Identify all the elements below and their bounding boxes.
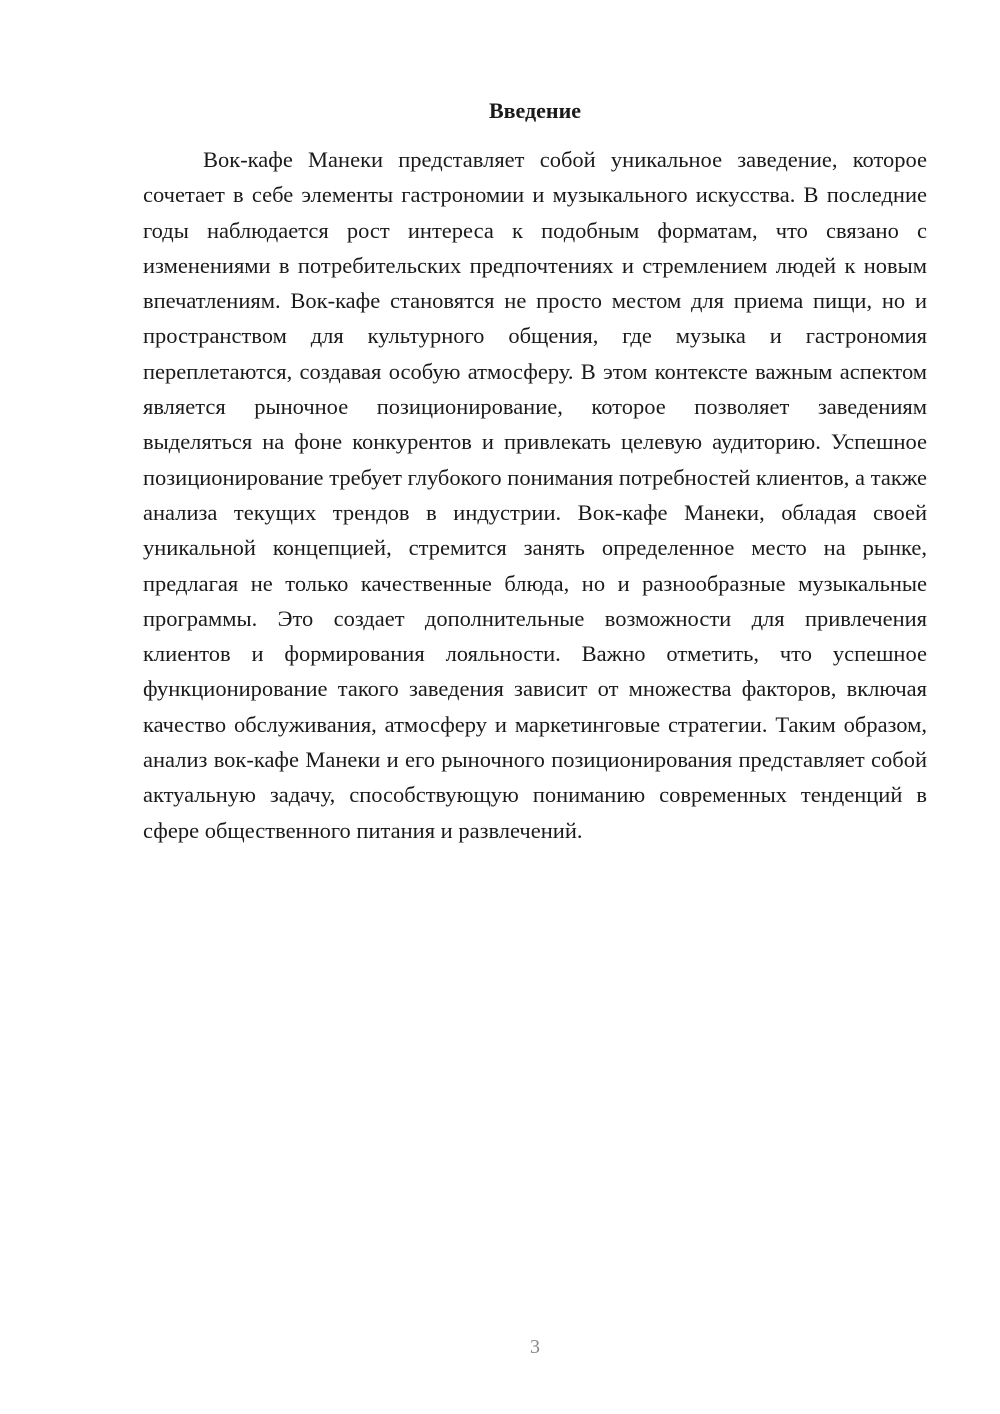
- page-number: 3: [530, 1336, 540, 1358]
- body-paragraph: Вок-кафе Манеки представляет собой уникальное заведение, которое сочетает в себе элементы гастрономии и музыкального искусства. В последние годы наблюдается рост интереса к подобным форматам, что связано с изменениями в потребительских предпочтениях и стремлением людей к новым впечатлениям. Вок-кафе становятся не просто местом для приема пищи, но и пространством для культурного общения, где музыка и гастрономия переплетаются, создавая особую атмосферу. В этом контексте важным аспектом является рыночное позиционирование, которое позволяет заведениям выделяться на фоне конкурентов и привлекать целевую аудиторию. Успешное позиционирование требует глубокого понимания потребностей клиентов, а также анализа текущих трендов в индустрии. Вок-кафе Манеки, обладая своей уникальной концепцией, стремится занять определенное место на рынке, предлагая не только качественные блюда, но и разнообразные музыкальные программы. Это создает дополнительные возможности для привлечения клиентов и формирования лояльности. Важно отметить, что успешное функционирование такого заведения зависит от множества факторов, включая качество обслуживания, атмосферу и маркетинговые стратегии. Таким образом, анализ вок-кафе Манеки и его рыночного позиционирования представляет собой актуальную задачу, способствующую пониманию современных тенденций в сфере общественного питания и развлечений.: [143, 147, 927, 843]
- section-heading: Введение: [488, 98, 582, 123]
